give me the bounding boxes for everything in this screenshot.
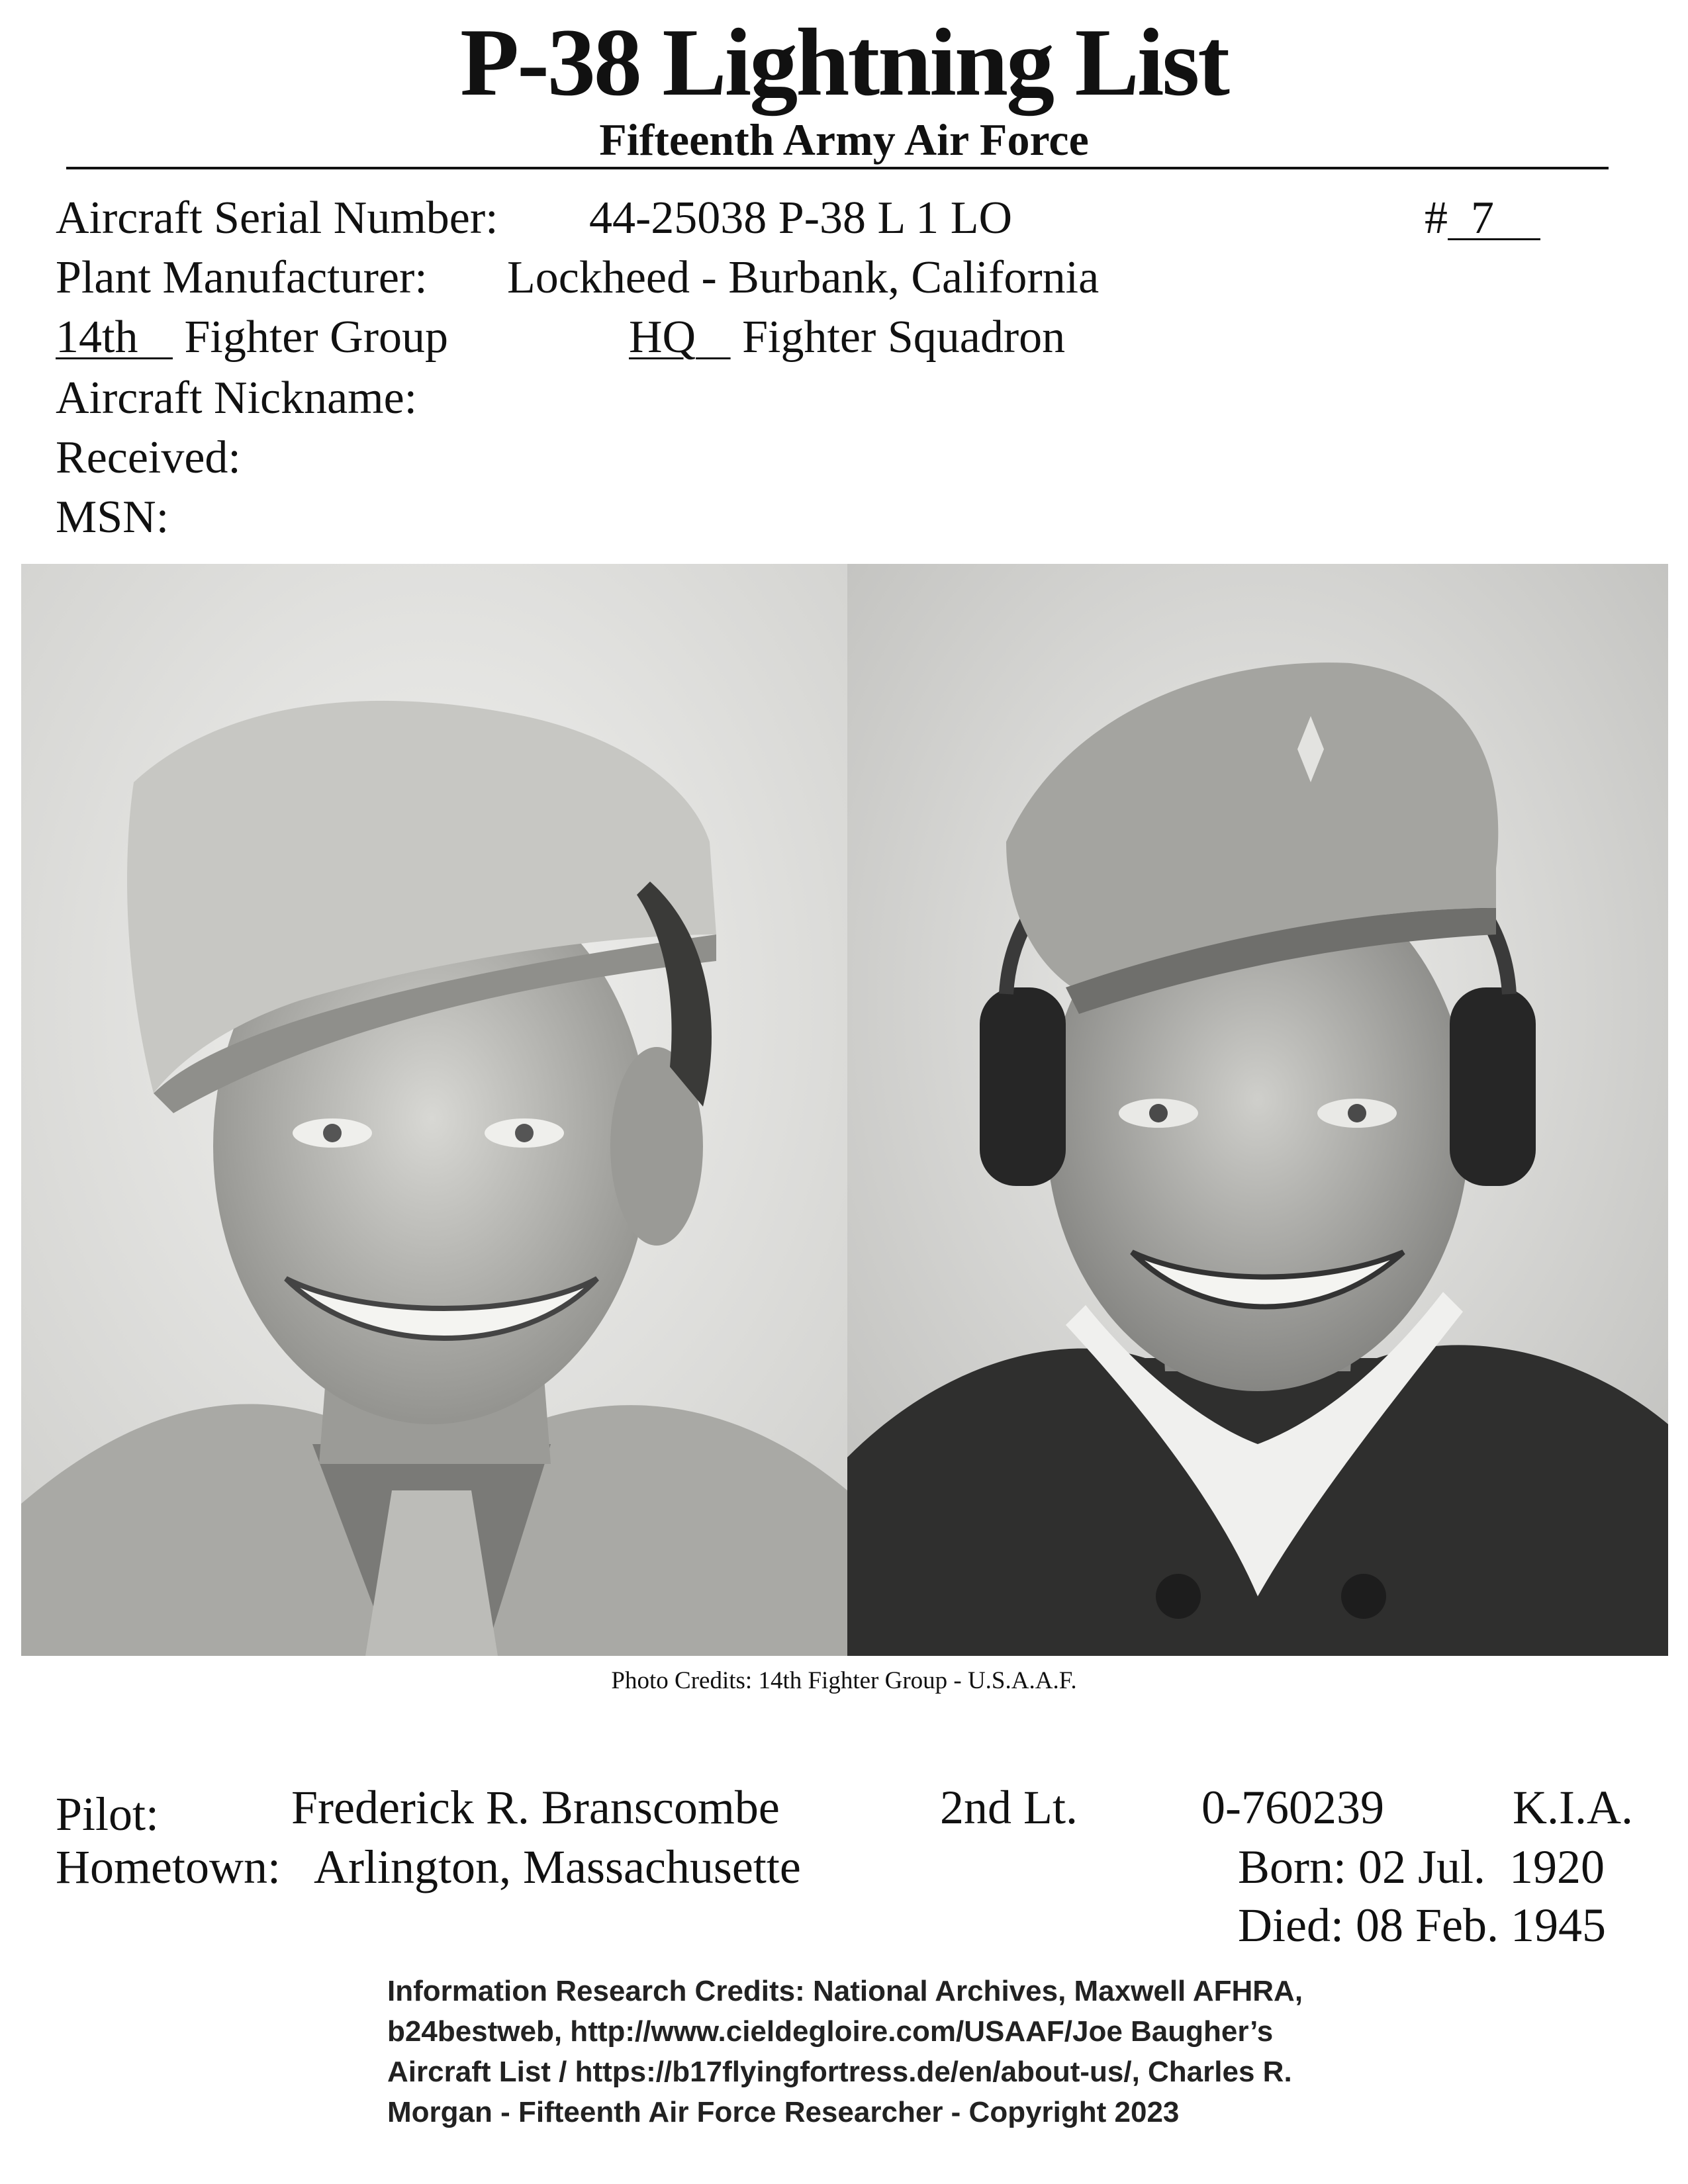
serial-value: 44-25038 P-38 L 1 LO [589, 193, 1013, 244]
squadron-value: HQ [629, 312, 696, 363]
group-label: Fighter Group [184, 312, 449, 363]
manufacturer-value: Lockheed - Burbank, California [507, 252, 1100, 303]
fighter-squadron [629, 311, 1065, 364]
pilot-status: K.I.A. [1513, 1781, 1633, 1834]
photo-credit: Photo Credits: 14th Fighter Group - U.S.A.A.F. [611, 1667, 1077, 1694]
born-date [1238, 1840, 1605, 1895]
manufacturer-label: Plant Manufacturer: [56, 252, 428, 303]
hometown-value: Arlington, Massachusette [314, 1841, 801, 1893]
number-label: # [1425, 193, 1448, 244]
msn-label: MSN: [56, 492, 169, 543]
died-label: Died: [1238, 1899, 1344, 1952]
serial-label: Aircraft Serial Number: [56, 193, 498, 244]
list-number [1425, 192, 1540, 245]
fighter-group [56, 311, 448, 364]
born-value: 02 Jul. 1920 [1358, 1841, 1605, 1893]
died-date [1238, 1898, 1606, 1953]
page-subtitle: Fifteenth Army Air Force [599, 114, 1089, 165]
pilot-label: Pilot: [56, 1788, 160, 1841]
pilot-rank: 2nd Lt. [940, 1781, 1078, 1834]
pilot-service-number: 0-760239 [1201, 1781, 1384, 1834]
group-value: 14th [56, 312, 138, 363]
born-label: Born: [1238, 1841, 1347, 1893]
nickname-label: Aircraft Nickname: [56, 373, 418, 424]
page-title: P-38 Lightning List [460, 9, 1228, 116]
hometown-label: Hometown: [56, 1841, 281, 1893]
pilot-portrait-photo-left [21, 564, 847, 1656]
squadron-label: Fighter Squadron [742, 312, 1066, 363]
research-credits: Information Research Credits: National Archives, Maxwell AFHRA, b24bestweb, http://www.cieldegloire.com/USAAF/Joe Baugher’s Aircraft List / https://b17flyingfortress.de/en/about-us/, Charles R. Morgan - Fifteenth Air Force Researcher - Copyright 2023 [387, 1975, 1303, 2128]
pilot-name: Frederick R. Branscombe [291, 1781, 780, 1834]
pilot-portrait-photo-right [847, 564, 1668, 1656]
number-value: 7 [1471, 193, 1494, 244]
received-label: Received: [56, 432, 241, 483]
header-divider [66, 167, 1609, 169]
died-value: 08 Feb. 1945 [1355, 1899, 1606, 1952]
